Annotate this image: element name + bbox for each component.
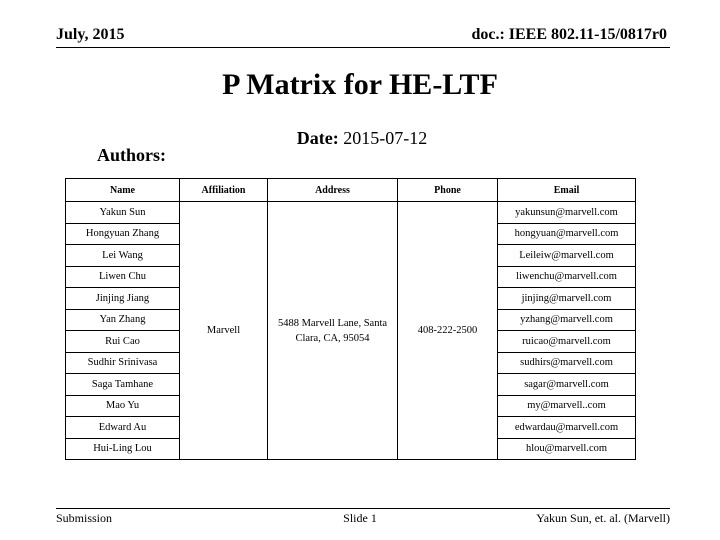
author-name: Yan Zhang [66, 309, 180, 331]
footer-submission: Submission [56, 511, 113, 525]
date-value: 2015-07-12 [343, 128, 428, 148]
column-header-name: Name [66, 179, 180, 202]
slide-title: P Matrix for HE-LTF [222, 68, 498, 101]
author-name: Liwen Chu [66, 266, 180, 288]
column-header-email: Email [498, 179, 636, 202]
author-name: Hongyuan Zhang [66, 223, 180, 245]
author-email: my@marvell..com [498, 395, 636, 417]
author-email: edwardau@marvell.com [498, 417, 636, 439]
author-email: yzhang@marvell.com [498, 309, 636, 331]
author-name: Jinjing Jiang [66, 288, 180, 310]
author-name: Lei Wang [66, 245, 180, 267]
author-email: liwenchu@marvell.com [498, 266, 636, 288]
date-label: Date: [296, 128, 339, 148]
author-name: Sudhir Srinivasa [66, 352, 180, 374]
author-name: Rui Cao [66, 331, 180, 353]
author-email: yakunsun@marvell.com [498, 202, 636, 224]
author-name: Saga Tamhane [66, 374, 180, 396]
header-date: July, 2015 [56, 26, 125, 43]
column-header-address: Address [268, 179, 398, 202]
authors-heading: Authors: [97, 145, 167, 165]
author-phone: 408-222-2500 [398, 202, 498, 460]
table-header-row [66, 179, 636, 202]
column-header-phone: Phone [398, 179, 498, 202]
author-name: Yakun Sun [66, 202, 180, 224]
author-affiliation: Marvell [180, 202, 268, 460]
author-email: Leileiw@marvell.com [498, 245, 636, 267]
footer-divider [56, 508, 670, 509]
author-address: 5488 Marvell Lane, Santa Clara, CA, 95054 [268, 202, 398, 460]
footer-authors: Yakun Sun, et. al. (Marvell) [536, 511, 670, 525]
author-name: Edward Au [66, 417, 180, 439]
author-email: hongyuan@marvell.com [498, 223, 636, 245]
table-row [66, 202, 636, 224]
footer-slide-number: Slide 1 [343, 511, 377, 525]
header-divider [56, 47, 670, 48]
author-name: Hui-Ling Lou [66, 438, 180, 460]
author-name: Mao Yu [66, 395, 180, 417]
author-email: jinjing@marvell.com [498, 288, 636, 310]
author-email: ruicao@marvell.com [498, 331, 636, 353]
authors-table [65, 178, 636, 460]
author-email: hlou@marvell.com [498, 438, 636, 460]
column-header-affiliation: Affiliation [180, 179, 268, 202]
author-email: sudhirs@marvell.com [498, 352, 636, 374]
header-doc-id: doc.: IEEE 802.11-15/0817r0 [471, 26, 667, 43]
author-email: sagar@marvell.com [498, 374, 636, 396]
